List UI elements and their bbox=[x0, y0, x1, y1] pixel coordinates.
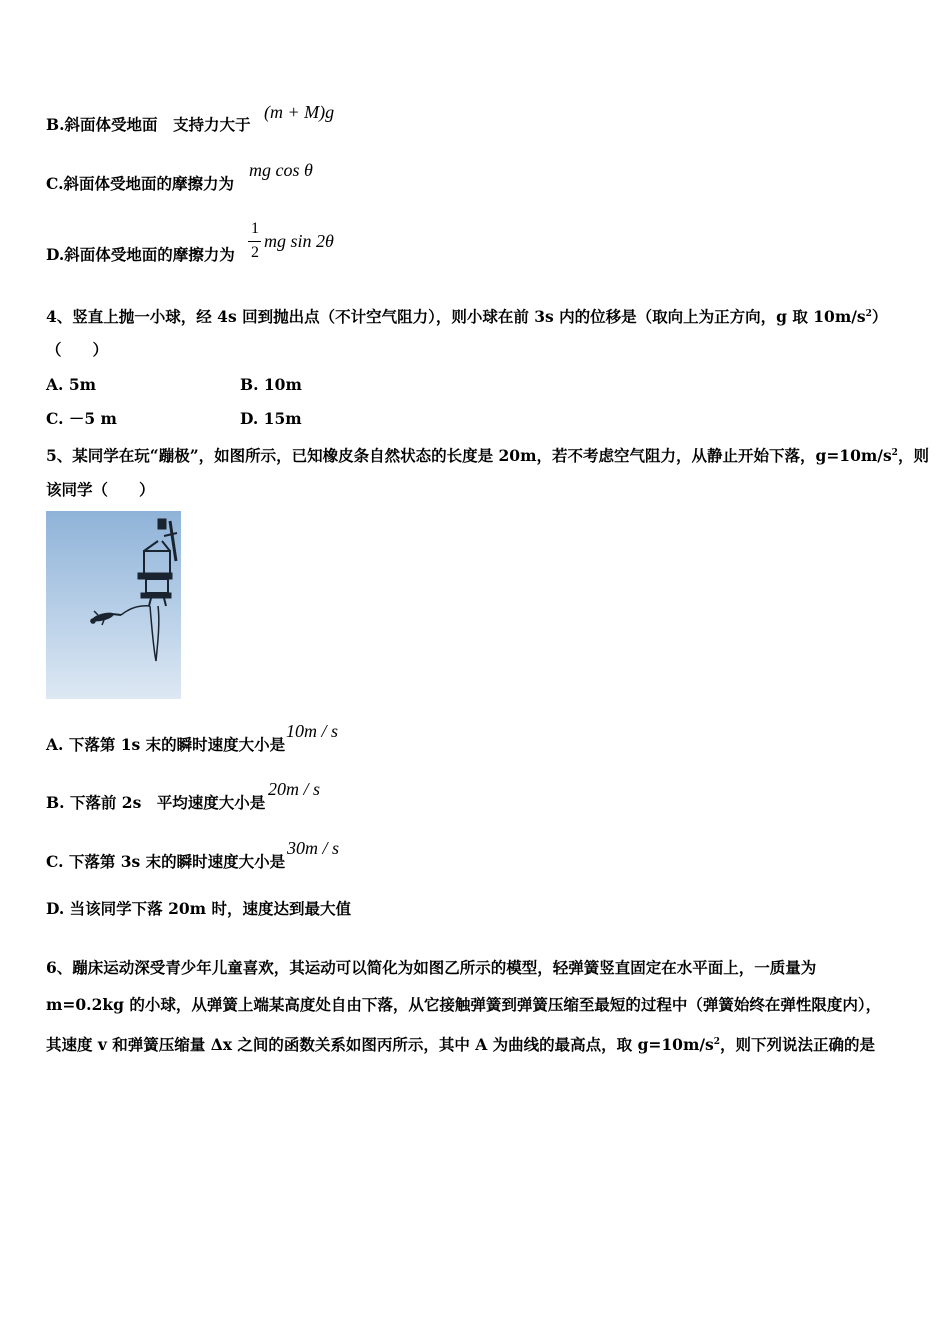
q6-stem-line2: m=0.2kg 的小球，从弹簧上端某高度处自由下落，从它接触弹簧到弹簧压缩至最短的过程中（弹簧始终在弹性限度内）， bbox=[46, 995, 882, 1014]
q3-option-d-frac-bar bbox=[248, 241, 261, 242]
q5-option-c-formula: 30m / s bbox=[287, 838, 340, 858]
q3-option-b-formula: (m + M)g bbox=[264, 102, 335, 122]
q5-option-c-text: C. 下落第 3s 末的瞬时速度大小是 bbox=[46, 852, 286, 871]
q4-option-b: B. 10m bbox=[240, 375, 302, 394]
q5-option-d: D. 当该同学下落 20m 时，速度达到最大值 bbox=[46, 899, 351, 918]
q6-stem-line1: 6、蹦床运动深受青少年儿童喜欢，其运动可以简化为如图乙所示的模型，轻弹簧竖直固定在水平面上，一质量为 bbox=[46, 958, 817, 977]
q5-stem-sup: 2 bbox=[891, 448, 898, 458]
q4-option-a: A. 5m bbox=[46, 375, 97, 394]
q5-option-b bbox=[46, 793, 265, 813]
bungee-jump-photo bbox=[46, 511, 181, 699]
q4-options-row-1 bbox=[46, 375, 96, 395]
q3-option-d-formula: mg sin 2θ bbox=[264, 231, 334, 251]
q5-stem-end: ，则 bbox=[897, 446, 929, 465]
q6-stem-line3-sup: 2 bbox=[713, 1037, 721, 1047]
q6-stem-line3-end: ，则下列说法正确的是 bbox=[720, 1035, 876, 1054]
q5-stem-text: 5、某同学在玩“蹦极”，如图所示，已知橡皮条自然状态的长度是 20m，若不考虑空气阻力，从静止开始下落，g=10m/s bbox=[46, 446, 892, 465]
q4-stem-sup: 2 bbox=[865, 309, 872, 319]
q3-option-c-formula: mg cos θ bbox=[249, 160, 313, 180]
q5-option-a-text: A. 下落第 1s 末的瞬时速度大小是 bbox=[46, 735, 286, 754]
q4-stem-end: ） bbox=[871, 307, 888, 326]
q4-options-row-2 bbox=[46, 409, 117, 429]
q4-stem bbox=[46, 304, 887, 327]
q4-stem-text: 4、竖直上抛一小球，经 4s 回到抛出点（不计空气阻力），则小球在前 3s 内的位移是（取向上为正方向，g 取 10m/s bbox=[46, 307, 866, 326]
q4-blank: （ ） bbox=[46, 340, 109, 359]
q5-option-a-formula: 10m / s bbox=[286, 721, 339, 741]
q3-option-d bbox=[46, 245, 235, 265]
q3-option-b bbox=[46, 115, 251, 135]
q3-option-b-text: B.斜面体受地面 支持力大于 bbox=[46, 115, 251, 134]
q5-stem-line2: 该同学（ ） bbox=[46, 480, 155, 499]
q6-stem-line3-text: 其速度 v 和弹簧压缩量 Δx 之间的函数关系如图丙所示，其中 A 为曲线的最高点，取 g=10m/s bbox=[46, 1035, 714, 1054]
q3-option-d-text: D.斜面体受地面的摩擦力为 bbox=[46, 245, 235, 264]
q4-option-d: D. 15m bbox=[240, 409, 302, 428]
q5-stem bbox=[46, 443, 929, 466]
q6-stem-line3 bbox=[46, 1032, 875, 1055]
q3-option-d-frac-numerator: 1 bbox=[251, 220, 259, 237]
q3-option-c bbox=[46, 174, 234, 194]
q3-option-d-frac-denominator: 2 bbox=[251, 244, 259, 261]
q5-option-b-formula: 20m / s bbox=[268, 779, 321, 799]
q5-option-c bbox=[46, 852, 285, 872]
q5-option-b-text: B. 下落前 2s 平均速度大小是 bbox=[46, 793, 266, 812]
q5-option-a bbox=[46, 735, 285, 755]
q3-option-c-text: C.斜面体受地面的摩擦力为 bbox=[46, 174, 234, 193]
q4-option-c: C. －5 m bbox=[46, 409, 117, 428]
